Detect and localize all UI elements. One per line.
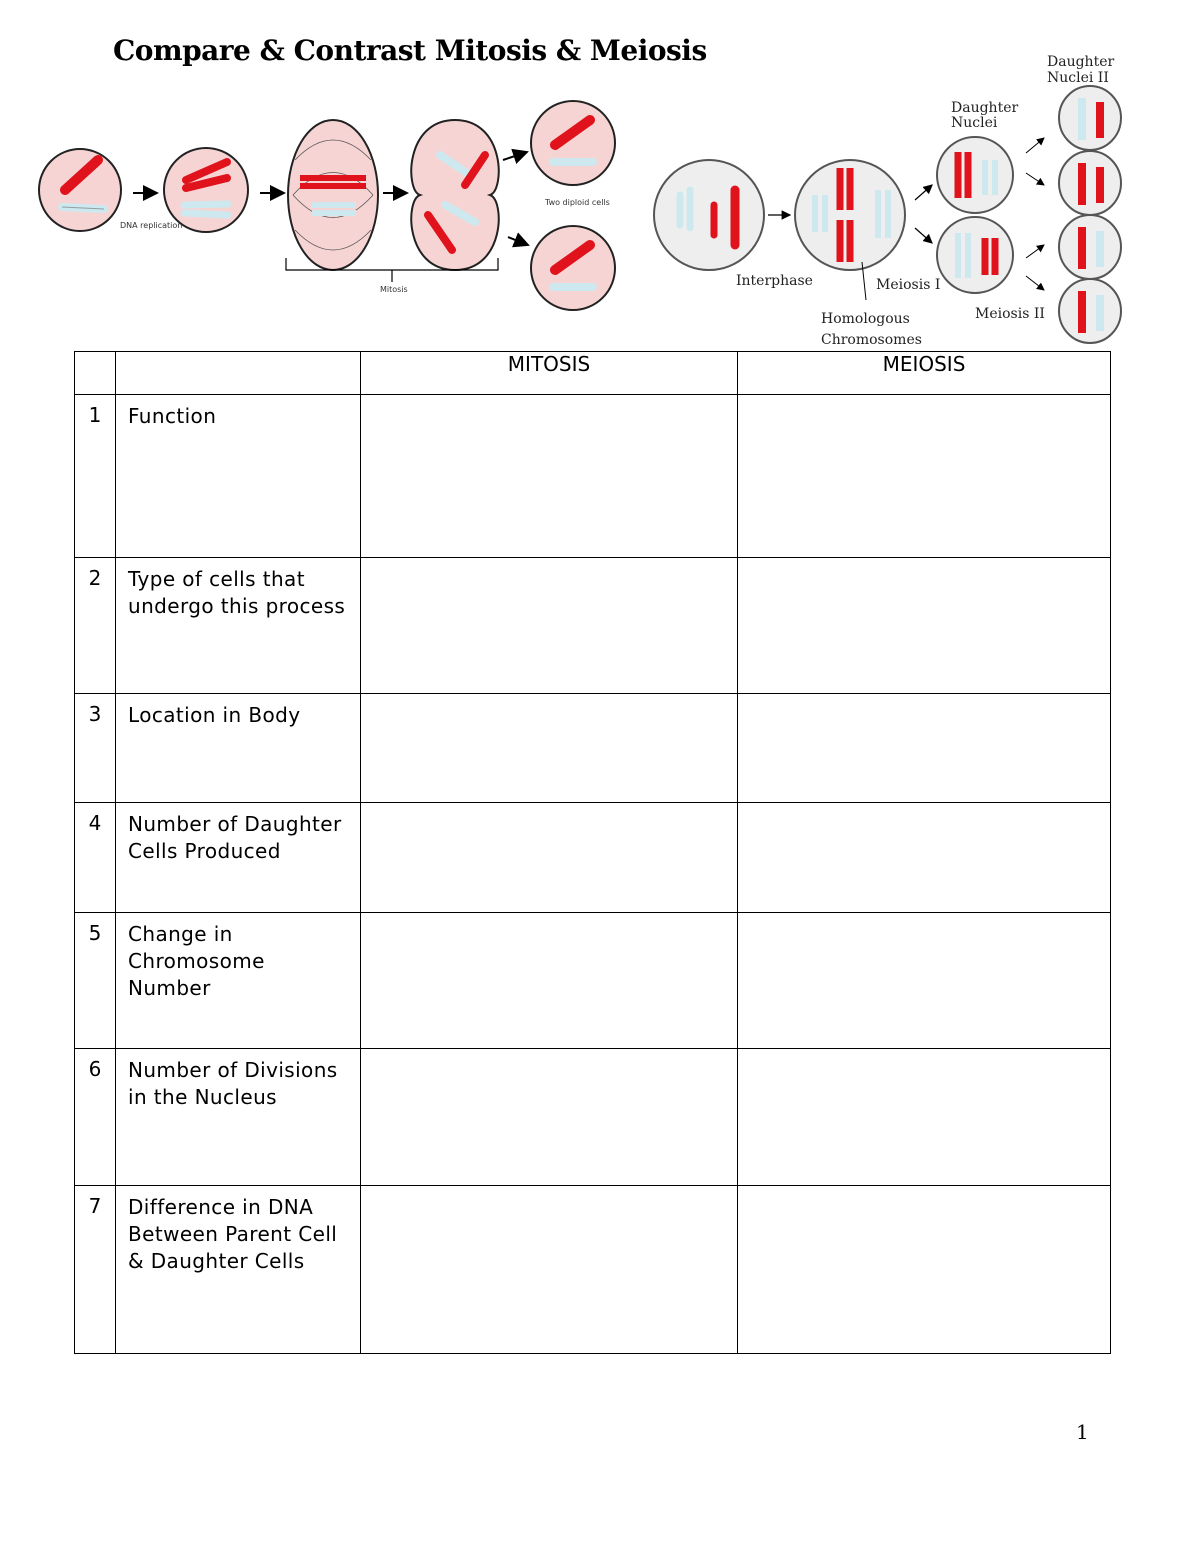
meiosis-answer-cell[interactable] [738, 558, 1111, 694]
arrow-icon [915, 185, 932, 200]
arrow-icon [1026, 173, 1044, 185]
anaphase-cell [411, 120, 498, 270]
mitosis-answer-cell[interactable] [361, 558, 738, 694]
diploid-cell-2 [531, 226, 615, 310]
table-row [75, 395, 1111, 558]
mitosis-answer-cell[interactable] [361, 1049, 738, 1186]
row-number: 7 [75, 1186, 116, 1354]
page-title: Compare & Contrast Mitosis & Meiosis [113, 34, 707, 67]
arrow-icon [915, 228, 932, 243]
meiosis-answer-cell[interactable] [738, 1049, 1111, 1186]
row-label: Function [116, 395, 361, 558]
mitosis-answer-cell[interactable] [361, 395, 738, 558]
header-cell-topic [116, 352, 361, 395]
homologous-label: Homologous [821, 311, 910, 327]
header-cell-meiosis: MEIOSIS [738, 352, 1111, 395]
row-label: Difference in DNA Between Parent Cell & Daughter Cells [116, 1186, 361, 1354]
parent-cell [39, 149, 121, 231]
mitosis-answer-cell[interactable] [361, 694, 738, 803]
table-header-row [75, 352, 1111, 395]
daughter-nucleus-1 [937, 137, 1013, 213]
cell-division-figure [0, 0, 1200, 350]
daughter-nuclei-ii-label-line1: Daughter [1047, 54, 1115, 70]
mitosis-answer-cell[interactable] [361, 1186, 738, 1354]
mitosis-answer-cell[interactable] [361, 803, 738, 913]
row-number: 3 [75, 694, 116, 803]
arrow-icon [1026, 245, 1044, 258]
daughter-nuclei-ii [1059, 86, 1121, 343]
replicated-cell [164, 148, 248, 232]
row-number: 5 [75, 913, 116, 1049]
dna-replication-label: DNA replication [120, 221, 183, 230]
two-diploid-cells-label: Two diploid cells [545, 198, 610, 207]
row-number: 1 [75, 395, 116, 558]
meiosis-diagram [654, 54, 1121, 348]
metaphase-cell [288, 120, 378, 270]
daughter-nucleus-2 [937, 217, 1013, 293]
table-row [75, 803, 1111, 913]
interphase-cell [654, 160, 764, 270]
meiosis-answer-cell[interactable] [738, 1186, 1111, 1354]
interphase-label: Interphase [736, 273, 813, 289]
mitosis-label: Mitosis [380, 285, 408, 294]
meiosis-ii-label: Meiosis II [975, 306, 1045, 322]
mitosis-answer-cell[interactable] [361, 913, 738, 1049]
chromosomes-label: Chromosomes [821, 332, 922, 348]
arrow-icon [508, 237, 528, 245]
comparison-table [74, 351, 1111, 1354]
row-label: Location in Body [116, 694, 361, 803]
arrow-icon [1026, 276, 1044, 290]
row-label: Change in Chromosome Number [116, 913, 361, 1049]
row-label: Number of Divisions in the Nucleus [116, 1049, 361, 1186]
daughter-nuclei-label-line1: Daughter [951, 100, 1019, 116]
row-label: Number of Daughter Cells Produced [116, 803, 361, 913]
header-cell-mitosis: MITOSIS [361, 352, 738, 395]
row-number: 4 [75, 803, 116, 913]
meiosis-answer-cell[interactable] [738, 395, 1111, 558]
arrow-icon [503, 152, 527, 160]
table-row [75, 1186, 1111, 1354]
mitosis-diagram [39, 101, 615, 310]
table-row [75, 913, 1111, 1049]
table-row [75, 558, 1111, 694]
diploid-cell-1 [531, 101, 615, 185]
row-number: 2 [75, 558, 116, 694]
page-number: 1 [1076, 1420, 1089, 1444]
meiosis-answer-cell[interactable] [738, 803, 1111, 913]
meiosis-answer-cell[interactable] [738, 694, 1111, 803]
table-row [75, 1049, 1111, 1186]
meiosis-answer-cell[interactable] [738, 913, 1111, 1049]
row-number: 6 [75, 1049, 116, 1186]
meiosis-i-cell [795, 160, 905, 270]
arrow-icon [1026, 138, 1044, 153]
daughter-nuclei-label-line2: Nuclei [951, 115, 998, 131]
table-row [75, 694, 1111, 803]
row-label: Type of cells that undergo this process [116, 558, 361, 694]
daughter-nuclei-ii-label-line2: Nuclei II [1047, 70, 1109, 86]
meiosis-i-label: Meiosis I [876, 277, 941, 293]
header-cell-number [75, 352, 116, 395]
